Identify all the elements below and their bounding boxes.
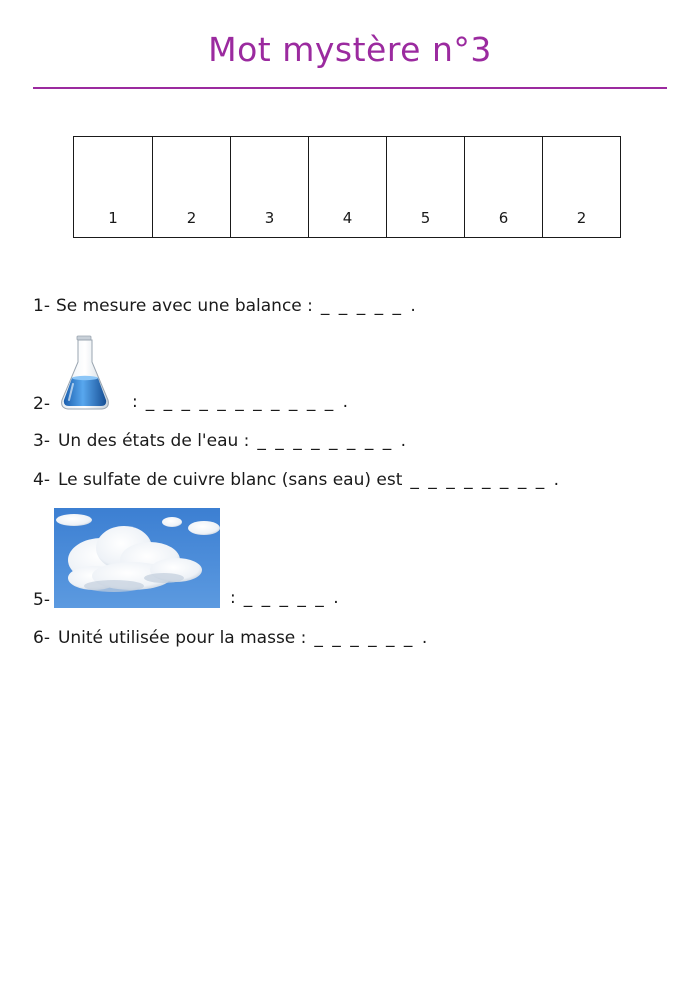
grid-cell[interactable]: [386, 137, 464, 237]
erlenmeyer-flask-icon: [56, 334, 114, 412]
question-2: [33, 334, 350, 412]
answer-blanks[interactable]: _ _ _ _ _ .: [243, 588, 341, 608]
answer-blanks[interactable]: _ _ _ _ _ .: [320, 296, 418, 316]
question-text: Se mesure avec une balance :: [55, 296, 313, 316]
page-title: Mot mystère n°3: [208, 30, 492, 69]
question-1: [33, 296, 418, 316]
grid-cell[interactable]: [152, 137, 230, 237]
answer-blanks[interactable]: _ _ _ _ _ _ _ _ .: [410, 470, 562, 490]
question-3: [33, 431, 408, 451]
question-6: [33, 628, 429, 648]
question-number: 1-: [33, 296, 50, 316]
grid-cell-number: 5: [420, 209, 431, 227]
grid-cell-number: 1: [108, 209, 118, 227]
grid-cell-number: 6: [498, 209, 509, 227]
question-text: Unité utilisée pour la masse :: [57, 628, 307, 648]
question-number: 3-: [33, 431, 50, 451]
mystery-word-grid: [73, 136, 621, 238]
grid-cell[interactable]: [542, 137, 620, 237]
grid-cell-number: 2: [186, 209, 197, 227]
grid-cell-number: 4: [342, 209, 353, 227]
question-number: 6-: [33, 628, 50, 648]
question-text: Un des états de l'eau :: [57, 431, 250, 451]
question-4: [33, 470, 561, 490]
answer-blanks[interactable]: _ _ _ _ _ _ _ _ .: [257, 431, 409, 451]
question-number: 2-: [33, 394, 50, 414]
answer-blanks[interactable]: _ _ _ _ _ _ _ _ _ _ _ .: [145, 392, 351, 412]
grid-cell[interactable]: [74, 137, 152, 237]
grid-cell[interactable]: [230, 137, 308, 237]
answer-blanks[interactable]: _ _ _ _ _ _ .: [314, 628, 430, 648]
grid-cell-number: 2: [576, 209, 587, 227]
question-text: :: [229, 588, 236, 608]
grid-cell-number: 3: [264, 209, 275, 227]
cloud-photo: [54, 508, 220, 608]
question-5: [33, 508, 341, 608]
grid-cell[interactable]: [464, 137, 542, 237]
grid-cell[interactable]: [308, 137, 386, 237]
question-number: 4-: [33, 470, 50, 490]
question-text: :: [131, 392, 138, 412]
title-underline: [33, 87, 667, 89]
question-number: 5-: [33, 590, 50, 610]
question-text: Le sulfate de cuivre blanc (sans eau) est: [57, 470, 403, 490]
